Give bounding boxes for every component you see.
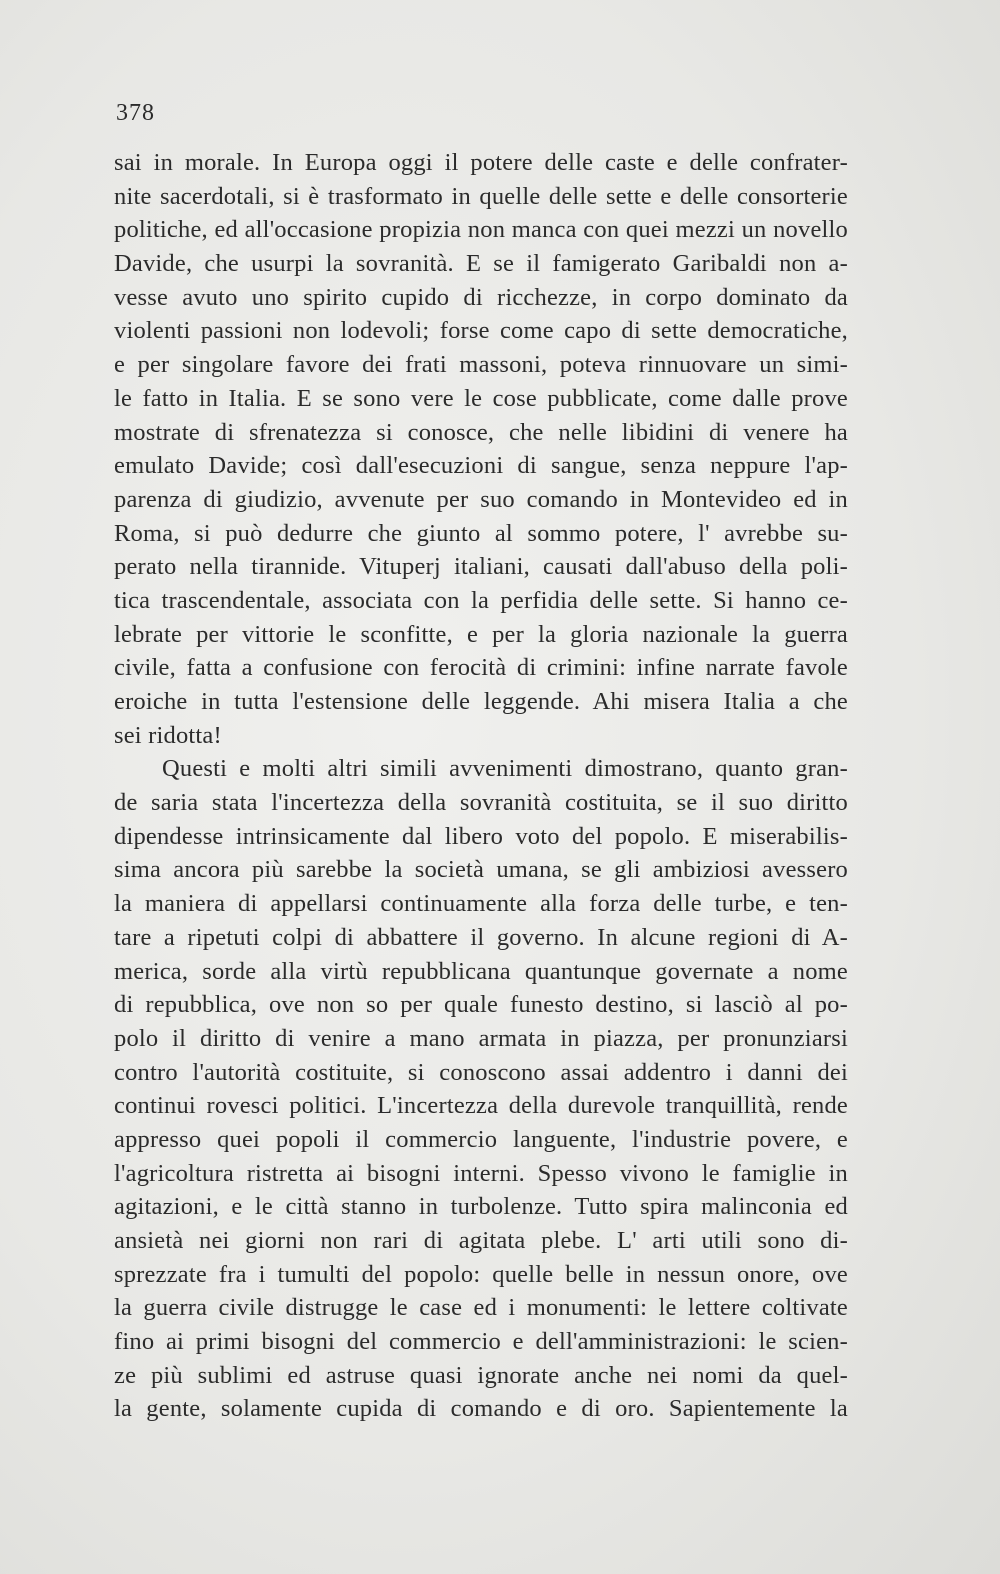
- text-line: lebrate per vittorie le sconfitte, e per la gloria nazionale la guerra: [114, 620, 848, 648]
- text-line: civile, fatta a confusione con ferocità di crimini: infine narrate favole: [114, 654, 848, 682]
- paragraph-end-line: sei ridotta!: [114, 721, 222, 749]
- page-number: 378: [116, 100, 155, 126]
- text-line: ze più sublimi ed astruse quasi ignorate anche nei nomi da quel-: [114, 1361, 848, 1389]
- text-line: fino ai primi bisogni del commercio e dell'amministrazioni: le scien-: [114, 1328, 848, 1356]
- text-line: polo il diritto di venire a mano armata in piazza, per pronunziarsi: [114, 1024, 848, 1052]
- text-line: Roma, si può dedurre che giunto al sommo potere, l' avrebbe su-: [114, 519, 848, 547]
- text-line: tica trascendentale, associata con la perfidia delle sette. Si hanno ce-: [114, 586, 848, 614]
- paragraph-start-line: Questi e molti altri simili avvenimenti dimostrano, quanto gran-: [162, 755, 848, 783]
- body-text: [114, 146, 848, 1426]
- text-line: e per singolare favore dei frati massoni, poteva rinnuovare un simi-: [114, 351, 848, 379]
- text-line: politiche, ed all'occasione propizia non manca con quei mezzi un novello: [114, 216, 848, 244]
- text-line: eroiche in tutta l'estensione delle leggende. Ahi misera Italia a che: [114, 688, 848, 715]
- text-line: ansietà nei giorni non rari di agitata plebe. L' arti utili sono di-: [114, 1227, 848, 1254]
- text-line: continui rovesci politici. L'incertezza della durevole tranquillità, rende: [114, 1092, 848, 1120]
- text-line: sprezzate fra i tumulti del popolo: quelle belle in nessun onore, ove: [114, 1260, 848, 1288]
- text-line: appresso quei popoli il commercio languente, l'industrie povere, e: [114, 1125, 848, 1153]
- text-line: contro l'autorità costituite, si conoscono assai addentro i danni dei: [114, 1058, 848, 1086]
- text-line: sima ancora più sarebbe la società umana, se gli ambiziosi avessero: [114, 856, 848, 884]
- text-line: la guerra civile distrugge le case ed i monumenti: le lettere coltivate: [114, 1294, 848, 1322]
- text-line: dipendesse intrinsicamente dal libero voto del popolo. E miserabilis-: [114, 822, 848, 850]
- text-line: vesse avuto uno spirito cupido di ricchezze, in corpo dominato da: [114, 283, 848, 311]
- text-line: violenti passioni non lodevoli; forse come capo di sette democratiche,: [114, 317, 848, 345]
- text-line: la gente, solamente cupida di comando e di oro. Sapientemente la: [114, 1395, 848, 1423]
- text-line: merica, sorde alla virtù repubblicana quantunque governate a nome: [114, 957, 848, 985]
- text-line: perato nella tirannide. Vituperj italiani, causati dall'abuso della poli-: [114, 553, 848, 581]
- text-line: le fatto in Italia. E se sono vere le cose pubblicate, come dalle prove: [114, 384, 848, 412]
- text-line: di repubblica, ove non so per quale funesto destino, si lasciò al po-: [114, 991, 848, 1019]
- text-line: tare a ripetuti colpi di abbattere il governo. In alcune regioni di A-: [114, 923, 848, 951]
- text-line: l'agricoltura ristretta ai bisogni interni. Spesso vivono le famiglie in: [114, 1159, 848, 1187]
- text-line: agitazioni, e le città stanno in turbolenze. Tutto spira malinconia ed: [114, 1193, 848, 1221]
- text-line: la maniera di appellarsi continuamente alla forza delle turbe, e ten-: [114, 890, 848, 918]
- text-line: mostrate di sfrenatezza si conosce, che nelle libidini di venere ha: [114, 418, 848, 446]
- text-line: Davide, che usurpi la sovranità. E se il famigerato Garibaldi non a-: [114, 250, 848, 278]
- text-line: emulato Davide; così dall'esecuzioni di sangue, senza neppure l'ap-: [114, 452, 848, 480]
- text-line: parenza di giudizio, avvenute per suo comando in Montevideo ed in: [114, 485, 848, 513]
- text-line: nite sacerdotali, si è trasformato in quelle delle sette e delle consorterie: [114, 182, 848, 210]
- text-line: de saria stata l'incertezza della sovranità costituita, se il suo diritto: [114, 789, 848, 817]
- text-line: sai in morale. In Europa oggi il potere delle caste e delle confrater-: [114, 149, 848, 176]
